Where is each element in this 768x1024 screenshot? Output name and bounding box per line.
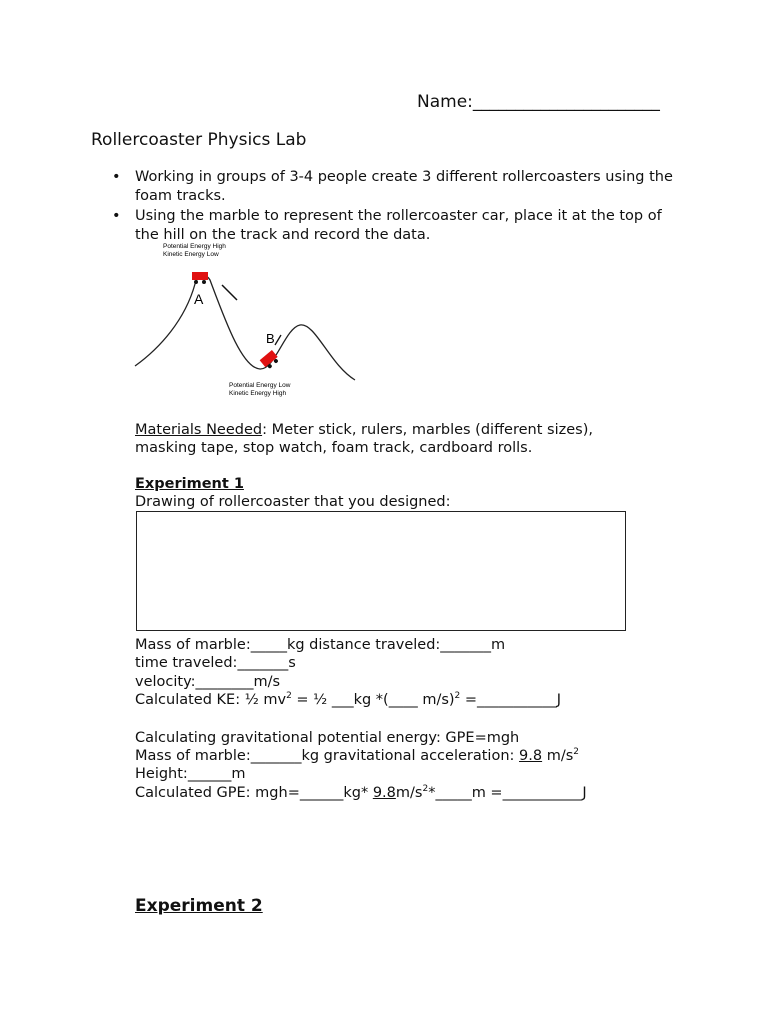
materials-line-1 xyxy=(135,421,593,440)
car-a-icon xyxy=(192,272,208,284)
gpe-intro: Calculating gravitational potential energy: GPE=mgh xyxy=(135,730,520,746)
ke-velocity: velocity:________m/s xyxy=(135,674,281,690)
rollercoaster-diagram xyxy=(130,240,365,400)
point-a-label: A xyxy=(194,291,204,307)
ke-calculation: Calculated KE: ½ $mv^2$ = ½ ___kg *(____ m/s)$^2$ =___________J xyxy=(135,691,562,708)
drawing-prompt: Drawing of rollercoaster that you designed: xyxy=(135,494,451,510)
ke-mass-distance: Mass of marble:_____kg distance traveled:_______m xyxy=(135,637,506,653)
motion-arrow-icon xyxy=(275,335,281,345)
diagram-label: Kinetic Energy Low xyxy=(163,251,219,258)
list-item: • Working in groups of 3-4 people create 3 different rollercoasters using the foam tracks. xyxy=(108,168,678,206)
diagram-label: Potential Energy Low xyxy=(229,382,291,389)
materials-list: : Meter stick, rulers, marbles (different sizes), xyxy=(262,422,593,438)
point-b-label: B xyxy=(266,331,275,346)
gpe-mass-gravity: Mass of marble:_______kg gravitational acceleration: 9.8 $m/s^2$ xyxy=(135,747,580,764)
gpe-height: Height:______m xyxy=(135,766,246,782)
gpe-calculation: Calculated GPE: mgh=______kg* $9.8m/s^2*\_\_\_\_\_m$ =___________J xyxy=(135,784,587,801)
instructions-list xyxy=(108,168,678,246)
drawing-box[interactable] xyxy=(136,511,626,631)
experiment-2-heading: Experiment 2 xyxy=(135,896,263,916)
diagram-label: Potential Energy High xyxy=(163,243,226,250)
experiment-1-heading: Experiment 1 xyxy=(135,476,244,492)
diagram-label: Kinetic Energy High xyxy=(229,390,287,397)
motion-arrow-icon xyxy=(222,285,237,300)
name-field-line[interactable]: Name:______________________ xyxy=(417,92,660,112)
page-title: Rollercoaster Physics Lab xyxy=(91,130,307,150)
track-curve xyxy=(135,275,355,380)
materials-label: Materials Needed xyxy=(135,422,263,438)
list-item: • Using the marble to represent the rollercoaster car, place it at the top of the hill on the track and record the data. xyxy=(108,207,678,245)
materials-line-2: masking tape, stop watch, foam track, cardboard rolls. xyxy=(135,440,533,456)
ke-time: time traveled:_______s xyxy=(135,655,296,671)
